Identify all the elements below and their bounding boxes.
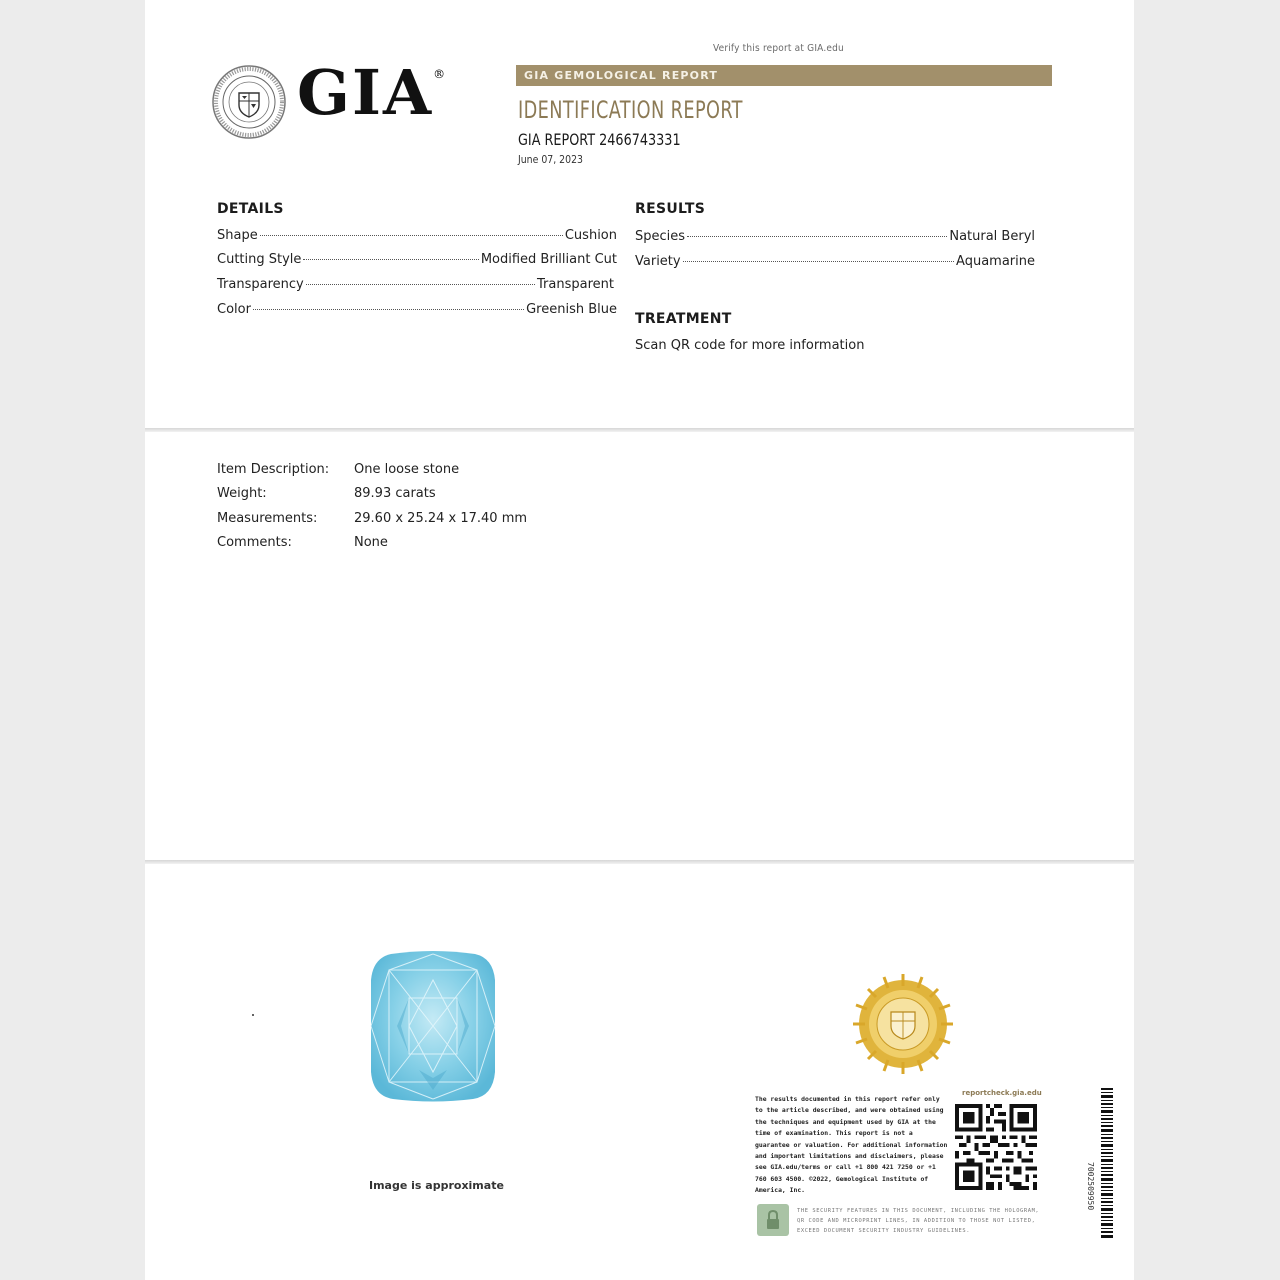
report-check-link[interactable]: reportcheck.gia.edu (962, 1089, 1042, 1097)
qr-code-icon[interactable] (955, 1104, 1037, 1190)
treatment-text: Scan QR code for more information (635, 338, 865, 353)
item-value-description: One loose stone (354, 462, 460, 477)
treatment-heading: TREATMENT (635, 311, 732, 327)
report-top-panel (145, 0, 1134, 428)
detail-row-shape: Shape Cushion (217, 228, 617, 243)
detail-row-transparency: Transparency Transparent (217, 277, 614, 292)
barcode-icon (1101, 1088, 1113, 1238)
item-label-comments: Comments: (217, 535, 292, 550)
dot-mark (252, 1014, 254, 1016)
disclaimer-text: The results documented in this report refer only to the article described, and were obtained using the techniques and equipment used by GIA at the time of examination. This report is not a guarantee or valuation. For additional information and important limitations and disclaimers, please see GIA.edu/terms or call +1 800 421 7250 or +1 760 603 4500. ©2022, Gemological Institute of America, Inc. (755, 1095, 948, 1195)
security-notice: THE SECURITY FEATURES IN THIS DOCUMENT, INCLUDING THE HOLOGRAM, QR CODE AND MICROPRINT LINES, IN ADDITION TO THOSE NOT LISTED, EXCEED DOCUMENT SECURITY INDUSTRY GUIDELINES. (797, 1208, 1040, 1234)
result-row-species: Species Natural Beryl (635, 229, 1035, 244)
item-label-weight: Weight: (217, 486, 267, 501)
band-label: GIA GEMOLOGICAL REPORT (524, 69, 719, 82)
item-value-comments: None (354, 535, 388, 550)
detail-row-cutting-style: Cutting Style Modified Brilliant Cut (217, 252, 617, 267)
gold-hologram-seal-icon (851, 972, 955, 1076)
item-value-measurements: 29.60 x 25.24 x 17.40 mm (354, 511, 528, 526)
report-title: IDENTIFICATION REPORT (518, 96, 743, 124)
report-date: June 07, 2023 (518, 153, 583, 166)
report-sheet (145, 0, 1134, 1280)
lock-icon (757, 1204, 789, 1236)
item-value-weight: 89.93 carats (354, 486, 436, 501)
detail-row-color: Color Greenish Blue (217, 302, 617, 317)
result-row-variety: Variety Aquamarine (635, 254, 1035, 269)
gia-seal-icon (212, 65, 286, 139)
results-heading: RESULTS (635, 201, 706, 217)
report-type-band (516, 65, 1052, 86)
aquamarine-gem-image (369, 950, 497, 1102)
image-caption: Image is approximate (369, 1179, 504, 1192)
verify-text[interactable]: Verify this report at GIA.edu (713, 43, 844, 54)
item-panel (145, 432, 1134, 860)
item-label-description: Item Description: (217, 462, 330, 477)
gia-logo: GIA® (297, 56, 448, 129)
report-number: GIA REPORT 2466743331 (518, 130, 681, 149)
item-label-measurements: Measurements: (217, 511, 318, 526)
details-heading: DETAILS (217, 201, 284, 217)
vertical-serial-number: 7002509950 (1086, 1162, 1095, 1211)
